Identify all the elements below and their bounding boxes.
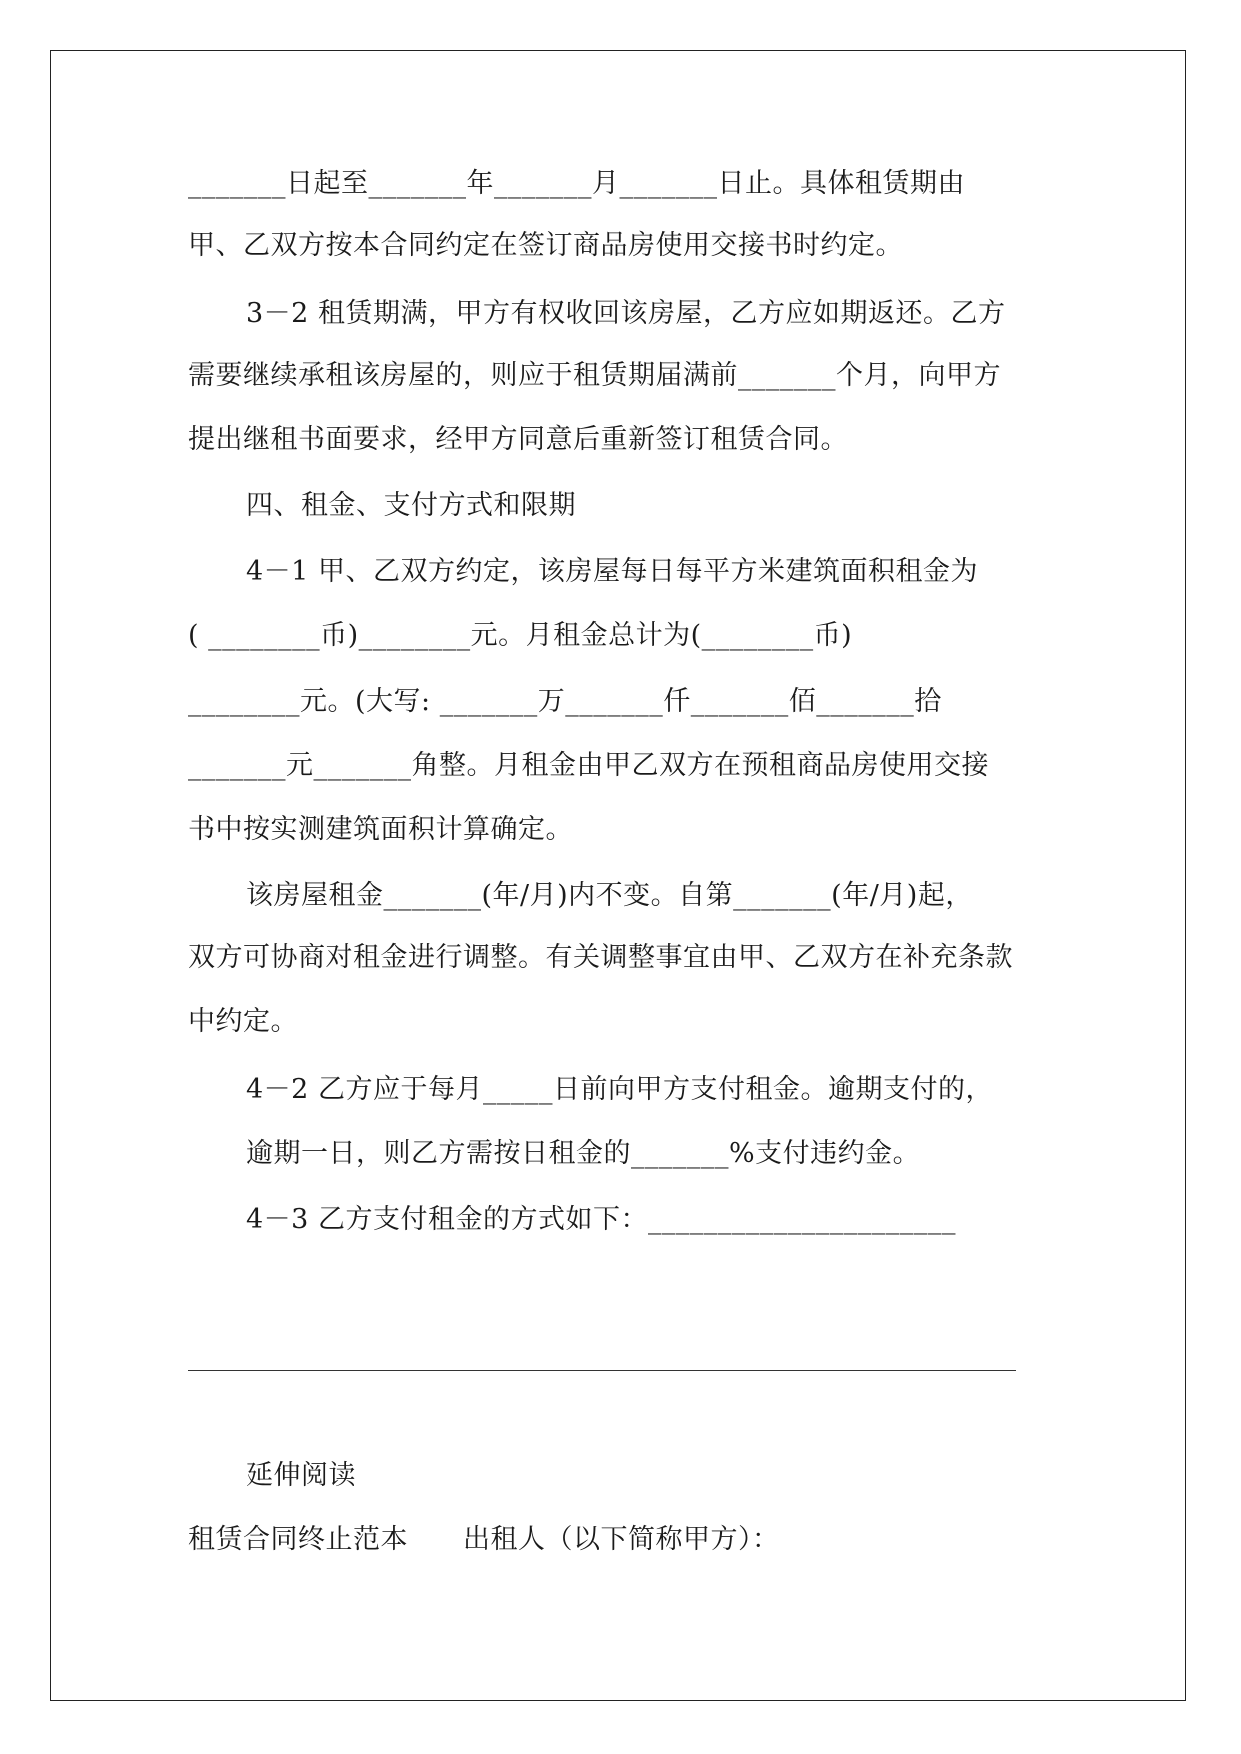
text-line: ( ________币)________元。月租金总计为(________币)	[188, 620, 853, 651]
text-line: 逾期一日，则乙方需按日租金的_______%支付违约金。	[246, 1138, 921, 1169]
text-line: 甲、乙双方按本合同约定在签订商品房使用交接书时约定。	[188, 230, 903, 261]
text-line: 提出继租书面要求，经甲方同意后重新签订租赁合同。	[188, 424, 848, 455]
clause-3-2: 3－2 租赁期满，甲方有权收回该房屋，乙方应如期返还。乙方	[246, 298, 1006, 329]
clause-4-1: 4－1 甲、乙双方约定，该房屋每日每平方米建筑面积租金为	[246, 556, 978, 587]
text-line: 双方可协商对租金进行调整。有关调整事宜由甲、乙双方在补充条款	[188, 942, 1013, 973]
blank-fill-line	[188, 1370, 1016, 1371]
text-line: 书中按实测建筑面积计算确定。	[188, 814, 573, 845]
text-line: _______日起至_______年_______月_______日止。具体租赁期由	[188, 168, 965, 199]
paragraph-rent: 该房屋租金_______(年/月)内不变。自第_______(年/月)起，	[246, 880, 973, 911]
text-line: ________元。(大写: _______万_______仟_______佰_______拾	[188, 686, 942, 717]
clause-4-2: 4－2 乙方应于每月_____日前向甲方支付租金。逾期支付的，	[246, 1074, 993, 1105]
text-line: 需要继续承租该房屋的，则应于租赁期届满前_______个月，向甲方	[188, 360, 1001, 391]
clause-4-3: 4－3 乙方支付租金的方式如下：______________________	[246, 1204, 956, 1235]
text-line: _______元_______角整。月租金由甲乙双方在预租商品房使用交接	[188, 750, 989, 781]
text-line: 租赁合同终止范本 出租人（以下简称甲方）：	[188, 1524, 780, 1555]
section-heading: 四、租金、支付方式和限期	[246, 490, 576, 521]
extended-reading-heading: 延伸阅读	[246, 1460, 356, 1491]
text-line: 中约定。	[188, 1006, 298, 1037]
